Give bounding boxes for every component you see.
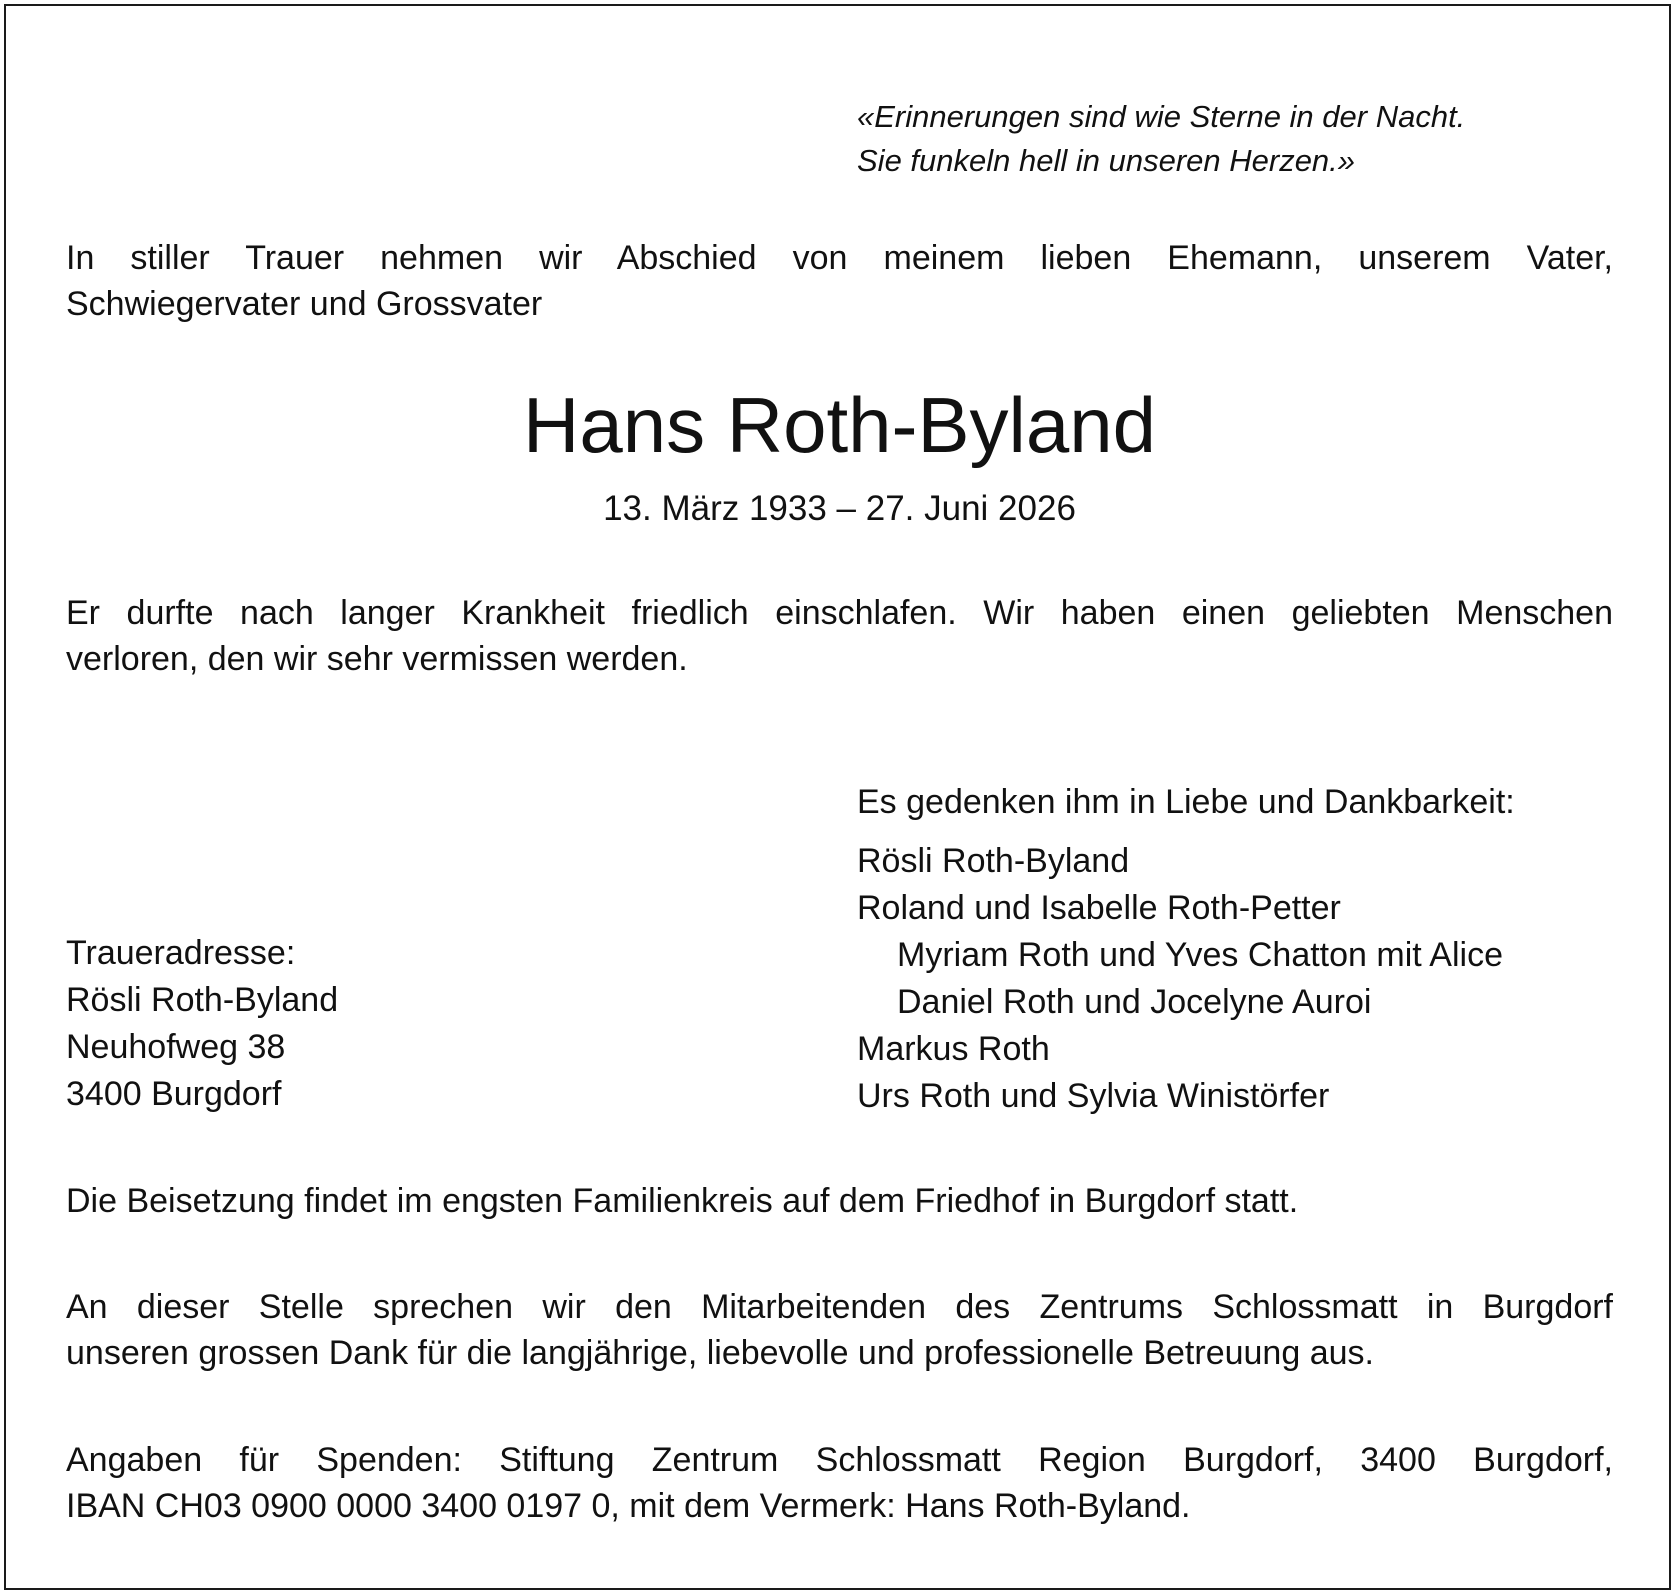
life-dates: 13. März 1933 – 27. Juni 2026: [603, 489, 1076, 528]
address-street: Neuhofweg 38: [66, 1028, 286, 1066]
burial-notice: [66, 1178, 1613, 1224]
donations-line: Angaben für Spenden: Stiftung Zentrum Schlossmatt Region Burgdorf, 3400 Burgdorf,: [66, 1441, 1613, 1479]
memorial-quote: [857, 95, 1465, 183]
intro-paragraph: [66, 235, 1613, 327]
message-line: Er durfte nach langer Krankheit friedlich einschlafen. Wir haben einen geliebten Menschen: [66, 594, 1613, 632]
thanks-line: An dieser Stelle sprechen wir den Mitarbeitenden des Zentrums Schlossmatt in Burgdorf: [66, 1288, 1613, 1326]
mourner-name: Rösli Roth-Byland: [857, 842, 1130, 880]
donations-paragraph: [66, 1437, 1613, 1529]
mourners-heading: Es gedenken ihm in Liebe und Dankbarkeit:: [857, 783, 1515, 821]
deceased-name: Hans Roth-Byland: [523, 381, 1156, 469]
quote-line: «Erinnerungen sind wie Sterne in der Nacht.: [857, 99, 1466, 134]
mourner-name: Markus Roth: [857, 1030, 1050, 1068]
mourner-name: Urs Roth und Sylvia Winistörfer: [857, 1077, 1330, 1115]
mourner-name: Myriam Roth und Yves Chatton mit Alice: [897, 936, 1503, 974]
thanks-line: unseren grossen Dank für die langjährige, liebevolle und professionelle Betreuung aus.: [66, 1334, 1374, 1372]
intro-line: In stiller Trauer nehmen wir Abschied von meinem lieben Ehemann, unserem Vater,: [66, 239, 1613, 277]
burial-line: Die Beisetzung findet im engsten Familienkreis auf dem Friedhof in Burgdorf statt.: [66, 1182, 1299, 1220]
address-city: 3400 Burgdorf: [66, 1075, 282, 1113]
mourners-list: [857, 779, 1515, 1120]
intro-line: Schwiegervater und Grossvater: [66, 285, 543, 323]
address-name: Rösli Roth-Byland: [66, 981, 339, 1019]
address-label: Traueradresse:: [66, 934, 296, 972]
mourner-name: Roland und Isabelle Roth-Petter: [857, 889, 1341, 927]
donations-line: IBAN CH03 0900 0000 3400 0197 0, mit dem Vermerk: Hans Roth-Byland.: [66, 1487, 1191, 1525]
mourning-address: [66, 930, 338, 1118]
message-line: verloren, den wir sehr vermissen werden.: [66, 640, 688, 678]
mourner-name: Daniel Roth und Jocelyne Auroi: [897, 983, 1372, 1021]
quote-line: Sie funkeln hell in unseren Herzen.»: [857, 143, 1356, 178]
thanks-paragraph: [66, 1284, 1613, 1376]
message-paragraph: [66, 590, 1613, 682]
